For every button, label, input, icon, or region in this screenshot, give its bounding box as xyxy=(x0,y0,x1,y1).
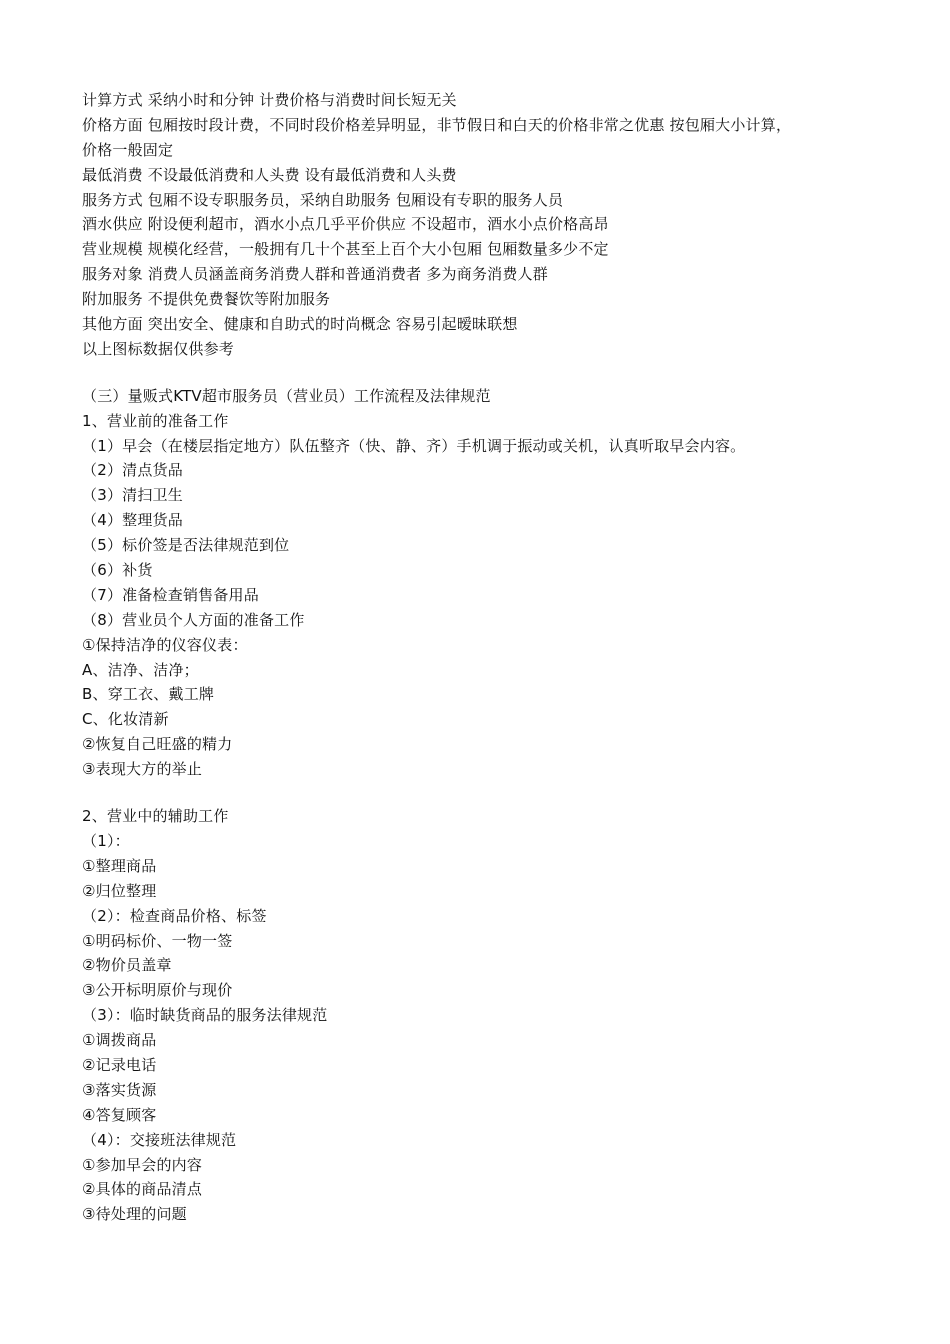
text-line: 酒水供应 附设便利超市，酒水小点几乎平价供应 不设超市，酒水小点价格高昂 xyxy=(82,215,609,234)
list-item: ①调拨商品 xyxy=(82,1031,157,1050)
list-item: ②恢复自己旺盛的精力 xyxy=(82,735,233,754)
list-item: （4）整理货品 xyxy=(82,511,183,530)
list-item: ④答复顾客 xyxy=(82,1105,157,1124)
text-line: 营业规模 规模化经营，一般拥有几十个甚至上百个大小包厢 包厢数量多少不定 xyxy=(82,240,609,259)
list-item: ①明码标价、一物一签 xyxy=(82,931,233,950)
text-line: 服务方式 包厢不设专职服务员，采纳自助服务 包厢设有专职的服务人员 xyxy=(82,190,564,209)
comparison-section xyxy=(82,88,882,362)
text-line: 最低消费 不设最低消费和人头费 设有最低消费和人头费 xyxy=(82,165,457,184)
spacer xyxy=(82,362,882,384)
list-item: ②物价员盖章 xyxy=(82,956,172,975)
text-line: 附加服务 不提供免费餐饮等附加服务 xyxy=(82,290,331,309)
list-item: （2）：检查商品价格、标签 xyxy=(82,906,267,925)
text-line: 其他方面 突出安全、健康和自助式的时尚概念 容易引起暧昧联想 xyxy=(82,315,518,334)
list-item: ③落实货源 xyxy=(82,1080,157,1099)
spacer xyxy=(82,782,882,804)
operations-section xyxy=(82,804,882,1227)
subsection-heading: 1、营业前的准备工作 xyxy=(82,411,229,430)
workflow-section xyxy=(82,384,882,782)
list-item: ①参加早会的内容 xyxy=(82,1155,203,1174)
list-item: （7）准备检查销售备用品 xyxy=(82,585,259,604)
list-item: （3）清扫卫生 xyxy=(82,486,183,505)
list-item: ②归位整理 xyxy=(82,881,157,900)
list-item: ③表现大方的举止 xyxy=(82,760,203,779)
text-line: 计算方式 采纳小时和分钟 计费价格与消费时间长短无关 xyxy=(82,91,457,109)
text-line: 价格方面 包厢按时段计费，不同时段价格差异明显，非节假日和白天的价格非常之优惠 按包厢大小计算， xyxy=(82,115,792,134)
list-item: ①保持洁净的仪容仪表： xyxy=(82,635,248,654)
list-item: ③公开标明原价与现价 xyxy=(82,981,233,1000)
list-item: （2）清点货品 xyxy=(82,461,183,480)
document-page xyxy=(82,88,882,1227)
list-item: A、洁净、洁净； xyxy=(82,660,199,679)
list-item: ②记录电话 xyxy=(82,1055,157,1074)
text-line: 服务对象 消费人员涵盖商务消费人群和普通消费者 多为商务消费人群 xyxy=(82,265,548,284)
list-item: ①整理商品 xyxy=(82,856,157,875)
section-heading: （三）量贩式KTV超市服务员（营业员）工作流程及法律规范 xyxy=(82,386,491,405)
list-item: ②具体的商品清点 xyxy=(82,1180,203,1199)
list-item: （8）营业员个人方面的准备工作 xyxy=(82,610,305,629)
list-item: （3）：临时缺货商品的服务法律规范 xyxy=(82,1006,328,1025)
list-item: B、穿工衣、戴工牌 xyxy=(82,685,215,704)
list-item: （6）补货 xyxy=(82,561,153,580)
list-item: （1）早会（在楼层指定地方）队伍整齐（快、静、齐）手机调于振动或关机，认真听取早会内容。 xyxy=(82,436,746,455)
list-item: （5）标价签是否法律规范到位 xyxy=(82,536,290,555)
list-item: （4）：交接班法律规范 xyxy=(82,1130,237,1149)
list-item: （1）： xyxy=(82,831,130,850)
disclaimer-note: 以上图标数据仅供参考 xyxy=(82,339,235,358)
text-line: 价格一般固定 xyxy=(82,140,174,159)
list-item: C、化妆清新 xyxy=(82,710,169,729)
list-item: ③待处理的问题 xyxy=(82,1205,187,1224)
subsection-heading: 2、营业中的辅助工作 xyxy=(82,807,229,826)
